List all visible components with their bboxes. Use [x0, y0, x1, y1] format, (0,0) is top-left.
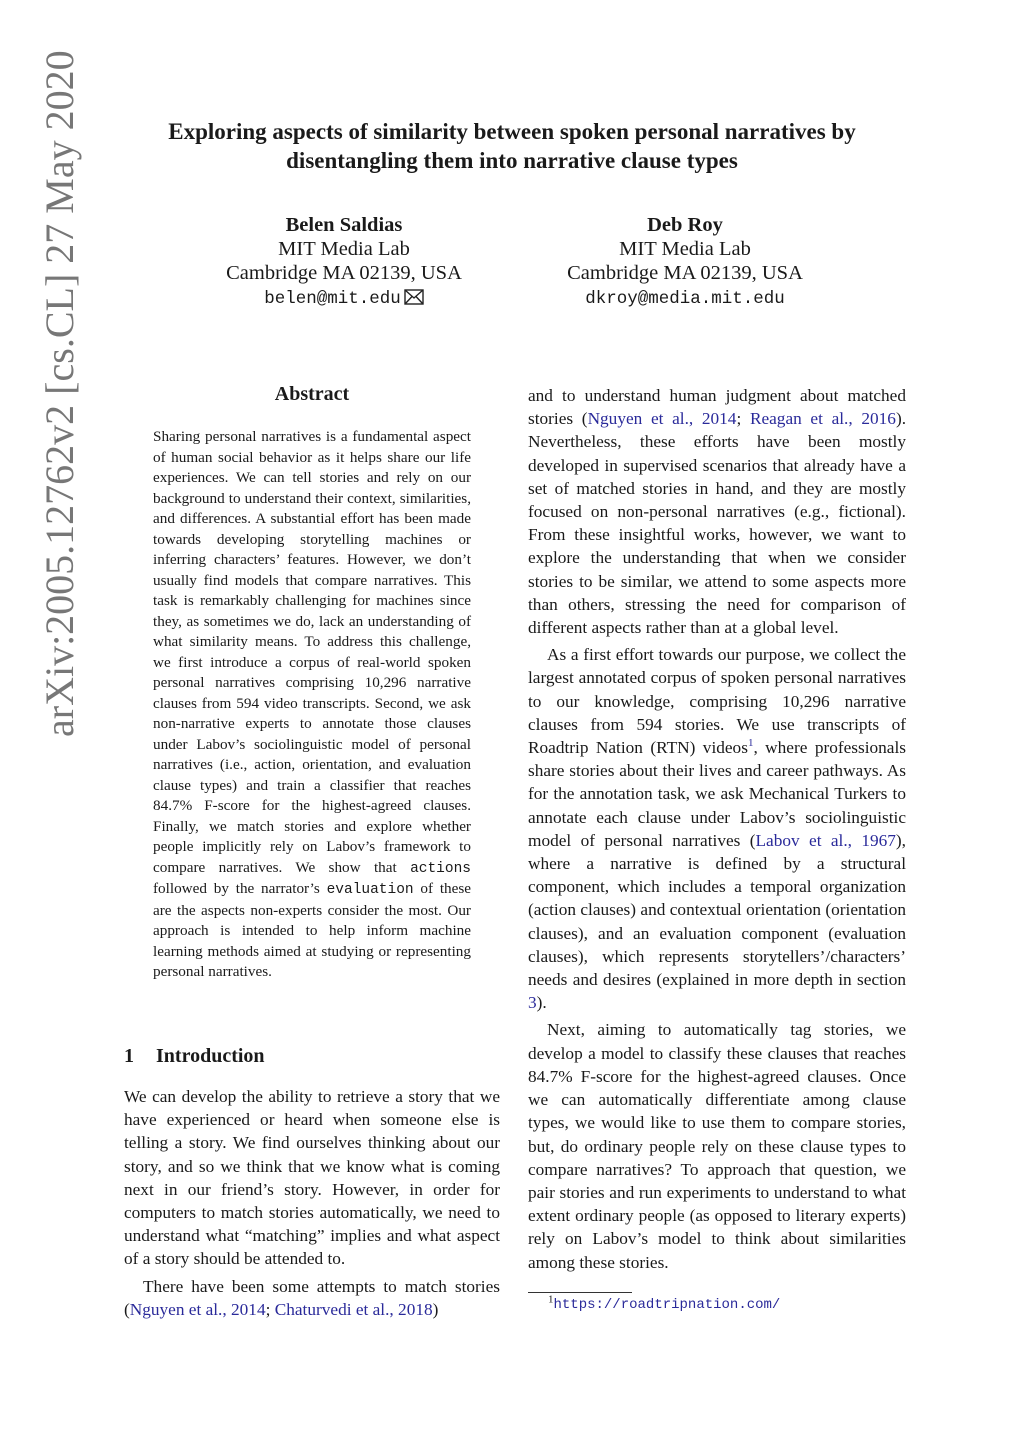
title-line-2: disentangling them into narrative clause types [286, 148, 738, 173]
abstract-text: followed by the narrator’s [153, 880, 320, 897]
footnote [548, 1293, 781, 1313]
citation-link[interactable]: Nguyen et al., 2014 [129, 1299, 266, 1319]
author-email[interactable]: dkroy@media.mit.edu [585, 289, 785, 309]
paragraph: Next, aiming to automatically tag stories, we develop a model to classify these clauses that reaches 84.7% F-score for the highest-agreed clauses. Once we can automatically differentiate among clause types, we would like to use them to compare stories, but, do ordinary people rely on these clause types to compare narratives? To approach that question, we pair stories and run experiments to understand to what extent ordinary people (as opposed to literary experts) rely on Labov’s model to think about similarities among these stories. [528, 1020, 906, 1272]
paragraph: We can develop the ability to retrieve a story that we have experienced or heard when someone else is telling a story. We find ourselves thinking about our story, and so we think that we know what is coming next in our friend’s story. However, in order for computers to match stories automatically, we need to understand what “matching” implies and what aspect of a story should be attended to. [124, 1087, 500, 1269]
section-heading-introduction [124, 1045, 265, 1068]
footnote-mark: 1 [548, 1293, 554, 1306]
paragraph-text: ; [736, 409, 750, 429]
abstract-text: Sharing personal narratives is a fundamental aspect of human social behavior as it helps share our life experiences. We can tell stories and rely on our background to understand their context, similarities, and differences. A substantial effort has been made towards developing storytelling machines or inferring characters’ features. However, we don’t usually find models that compare narratives. This task is remarkably challenging for machines since they, as sometimes we do, lack an understanding of what similarity means. To address this challenge, we first introduce a corpus of real-world spoken personal narratives comprising 10,296 narrative clauses from 594 video transcripts. Second, we ask non-narrative experts to annotate those clauses under Labov’s sociolinguistic model of personal narratives (i.e., action, orientation, and evaluation clause types) and train a classifier that reaches 84.7% F-score for the highest-agreed clauses. Finally, we match stories and explore whether people implicitly rely on Labov’s framework to compare narratives. We show that [153, 428, 471, 876]
paragraph [528, 384, 906, 639]
author-affiliation: MIT Media Lab [619, 238, 751, 260]
paragraph-text: ). [536, 993, 547, 1013]
abstract-body [153, 427, 471, 983]
author-block-1 [184, 213, 504, 311]
author-name: Deb Roy [647, 214, 723, 236]
abstract-text: of these are the aspects non-experts consider the most. Our approach is intended to help inform machine learning methods aimed at studying or representing personal narratives. [153, 880, 472, 980]
paragraph [528, 643, 906, 1014]
right-column-body [528, 384, 906, 1274]
section-title: Introduction [156, 1045, 265, 1067]
paragraph-text: ) [432, 1299, 439, 1319]
author-address: Cambridge MA 02139, USA [226, 262, 462, 284]
author-affiliation: MIT Media Lab [278, 238, 410, 260]
citation-link[interactable]: Nguyen et al., 2014 [587, 409, 737, 429]
citation-link[interactable]: Labov et al., 1967 [755, 830, 896, 850]
left-column-body [124, 1085, 500, 1321]
envelope-icon [404, 287, 424, 311]
citation-link[interactable]: Reagan et al., 2016 [749, 409, 896, 429]
paragraph-text: As a first effort towards our purpose, we collect the largest annotated corpus of spoken personal narratives to our knowledge, comprising 10,296 narrative clauses from 594 stories. We use transcripts of Roadtrip Nation (RTN) videos [528, 645, 906, 758]
arxiv-identifier-stamp: arXiv:2005.12762v2 [cs.CL] 27 May 2020 [37, 50, 82, 737]
paragraph-text: ), where a narrative is defined by a structural component, which includes a temporal organization (action clauses) and contextual orientation (orientation clauses), and an evaluation component (evaluation clauses), which represents storytellers’/characters’ needs and desires (explained in more depth in section [528, 830, 906, 990]
footnote-marker[interactable]: 1 [747, 737, 754, 750]
title-line-1: Exploring aspects of similarity between spoken personal narratives by [168, 119, 856, 144]
paragraph-text: ; [265, 1299, 275, 1319]
author-block-2 [525, 213, 845, 311]
paragraph-text: and to understand human judgment about matched stories ( [528, 386, 906, 429]
paragraph [124, 1275, 500, 1321]
paragraph-text: , where professionals share stories about their lives and career pathways. As for the annotation task, we ask Mechanical Turkers to annotate each clause under Labov’s sociolinguistic model of personal narratives ( [528, 738, 907, 850]
section-reference-link[interactable]: 3 [528, 993, 537, 1013]
paper-title [0, 117, 1024, 175]
paragraph-text: There have been some attempts to match stories ( [124, 1276, 500, 1319]
footnote-divider [528, 1292, 632, 1293]
paragraph-text: ). Nevertheless, these efforts have been mostly developed in supervised scenarios that already have a set of matched stories in hand, and they are mostly focused on non-personal narratives (e.g., fictional). From these insightful works, however, we want to explore the understanding that when we consider stories to be similar, we attend to some aspects more than others, stressing the need for comparison of different aspects rather than at a global level. [528, 409, 907, 638]
abstract-code-term: evaluation [326, 882, 414, 898]
citation-link[interactable]: Chaturvedi et al., 2018 [274, 1299, 433, 1319]
author-address: Cambridge MA 02139, USA [567, 262, 803, 284]
abstract-code-term: actions [410, 860, 471, 877]
author-name: Belen Saldias [285, 214, 403, 236]
section-number: 1 [124, 1045, 134, 1067]
footnote-url-link[interactable]: https://roadtripnation.com/ [553, 1297, 781, 1313]
abstract-heading: Abstract [274, 383, 350, 405]
author-email[interactable]: belen@mit.edu [264, 289, 401, 309]
